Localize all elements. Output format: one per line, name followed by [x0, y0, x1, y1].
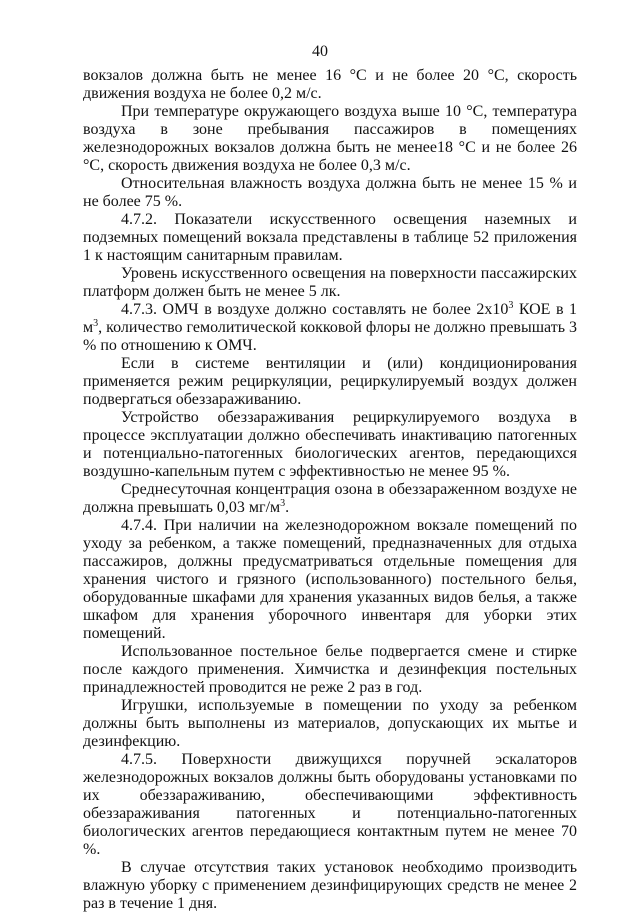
paragraph-ozone: [83, 481, 577, 517]
paragraph-recirculation: Если в системе вентиляции и (или) кондиционирования применяется режим рециркуляции, рециркулируемый воздух должен подвергаться обеззараживанию.: [83, 355, 577, 408]
paragraph-high-temperature: При температуре окружающего воздуха выше 10 °C, температура воздуха в зоне пребывания пассажиров в помещениях железнодорожных вокзалов должна быть не менее18 °C и не более 26 °C, скорость движения воздуха не более 0,3 м/с.: [83, 103, 577, 174]
ozone-exponent: 3: [280, 498, 286, 509]
paragraph-4-7-2-lighting: 4.7.2. Показатели искусственного освещения наземных и подземных помещений вокзала представлены в таблице 52 приложения 1 к настоящим санитарным правилам.: [83, 211, 577, 264]
ozone-text-start: Среднесуточная концентрация озона в обеззараженном воздухе не должна превышать 0,03 мг/м: [83, 481, 577, 516]
omch-text-middle: КОЕ в 1 м: [83, 301, 578, 336]
paragraph-4-7-3-omch: [83, 301, 577, 355]
paragraph-4-7-4-child-care: 4.7.4. При наличии на железнодорожном вокзале помещений по уходу за ребенком, а также помещений, предназначенных для отдыха пассажиров, должны предусматриваться отдельные помещения для хранения чистого и грязного (использованного) постельного белья, оборудованные шкафами для хранения указанных видов белья, а также шкафом для хранения уборочного инвентаря для уборки этих помещений.: [83, 517, 577, 642]
omch-text-start: 4.7.3. ОМЧ в воздухе должно составлять не более 2x10: [121, 301, 509, 318]
paragraph-wet-cleaning: В случае отсутствия таких установок необходимо производить влажную уборку с применением дезинфицирующих средств не менее 2 раз в течение 1 дня.: [83, 859, 577, 912]
document-body: [83, 67, 577, 913]
cubic-meter-exponent: 3: [93, 318, 99, 329]
paragraph-disinfection-device: Устройство обеззараживания рециркулируемого воздуха в процессе эксплуатации должно обеспечивать инактивацию патогенных и потенциально-патогенных биологических агентов, передающихся воздушно-капельным путем с эффективностью не менее 95 %.: [83, 409, 577, 480]
paragraph-4-7-5-escalators: 4.7.5. Поверхности движущихся поручней эскалаторов железнодорожных вокзалов должны быть оборудованы установками по их обеззараживанию, обеспечивающими эффективность обеззараживания патогенных и потенциально-патогенных биологических агентов передающиеся контактным путем не менее 70 %.: [83, 751, 577, 858]
paragraph-toys: Игрушки, используемые в помещении по уходу за ребенком должны быть выполнены из материалов, допускающих их мытье и дезинфекцию.: [83, 697, 577, 750]
ozone-text-end: .: [285, 499, 290, 516]
omch-exponent: 3: [508, 300, 514, 311]
paragraph-bed-linen: Использованное постельное белье подвергается смене и стирке после каждого применения. Химчистка и дезинфекция постельных принадлежностей проводится не реже 2 раз в год.: [83, 643, 577, 696]
paragraph-ventilation-temperature: вокзалов должна быть не менее 16 °C и не более 20 °C, скорость движения воздуха не более 0,2 м/с.: [83, 67, 577, 102]
page-number: 40: [312, 43, 328, 60]
paragraph-platform-lighting: Уровень искусственного освещения на поверхности пассажирских платформ должен быть не менее 5 лк.: [83, 265, 577, 300]
omch-text-end: , количество гемолитической кокковой флоры не должно превышать 3 % по отношению к ОМЧ.: [83, 319, 578, 354]
paragraph-humidity: Относительная влажность воздуха должна быть не менее 15 % и не более 75 %.: [83, 175, 577, 210]
